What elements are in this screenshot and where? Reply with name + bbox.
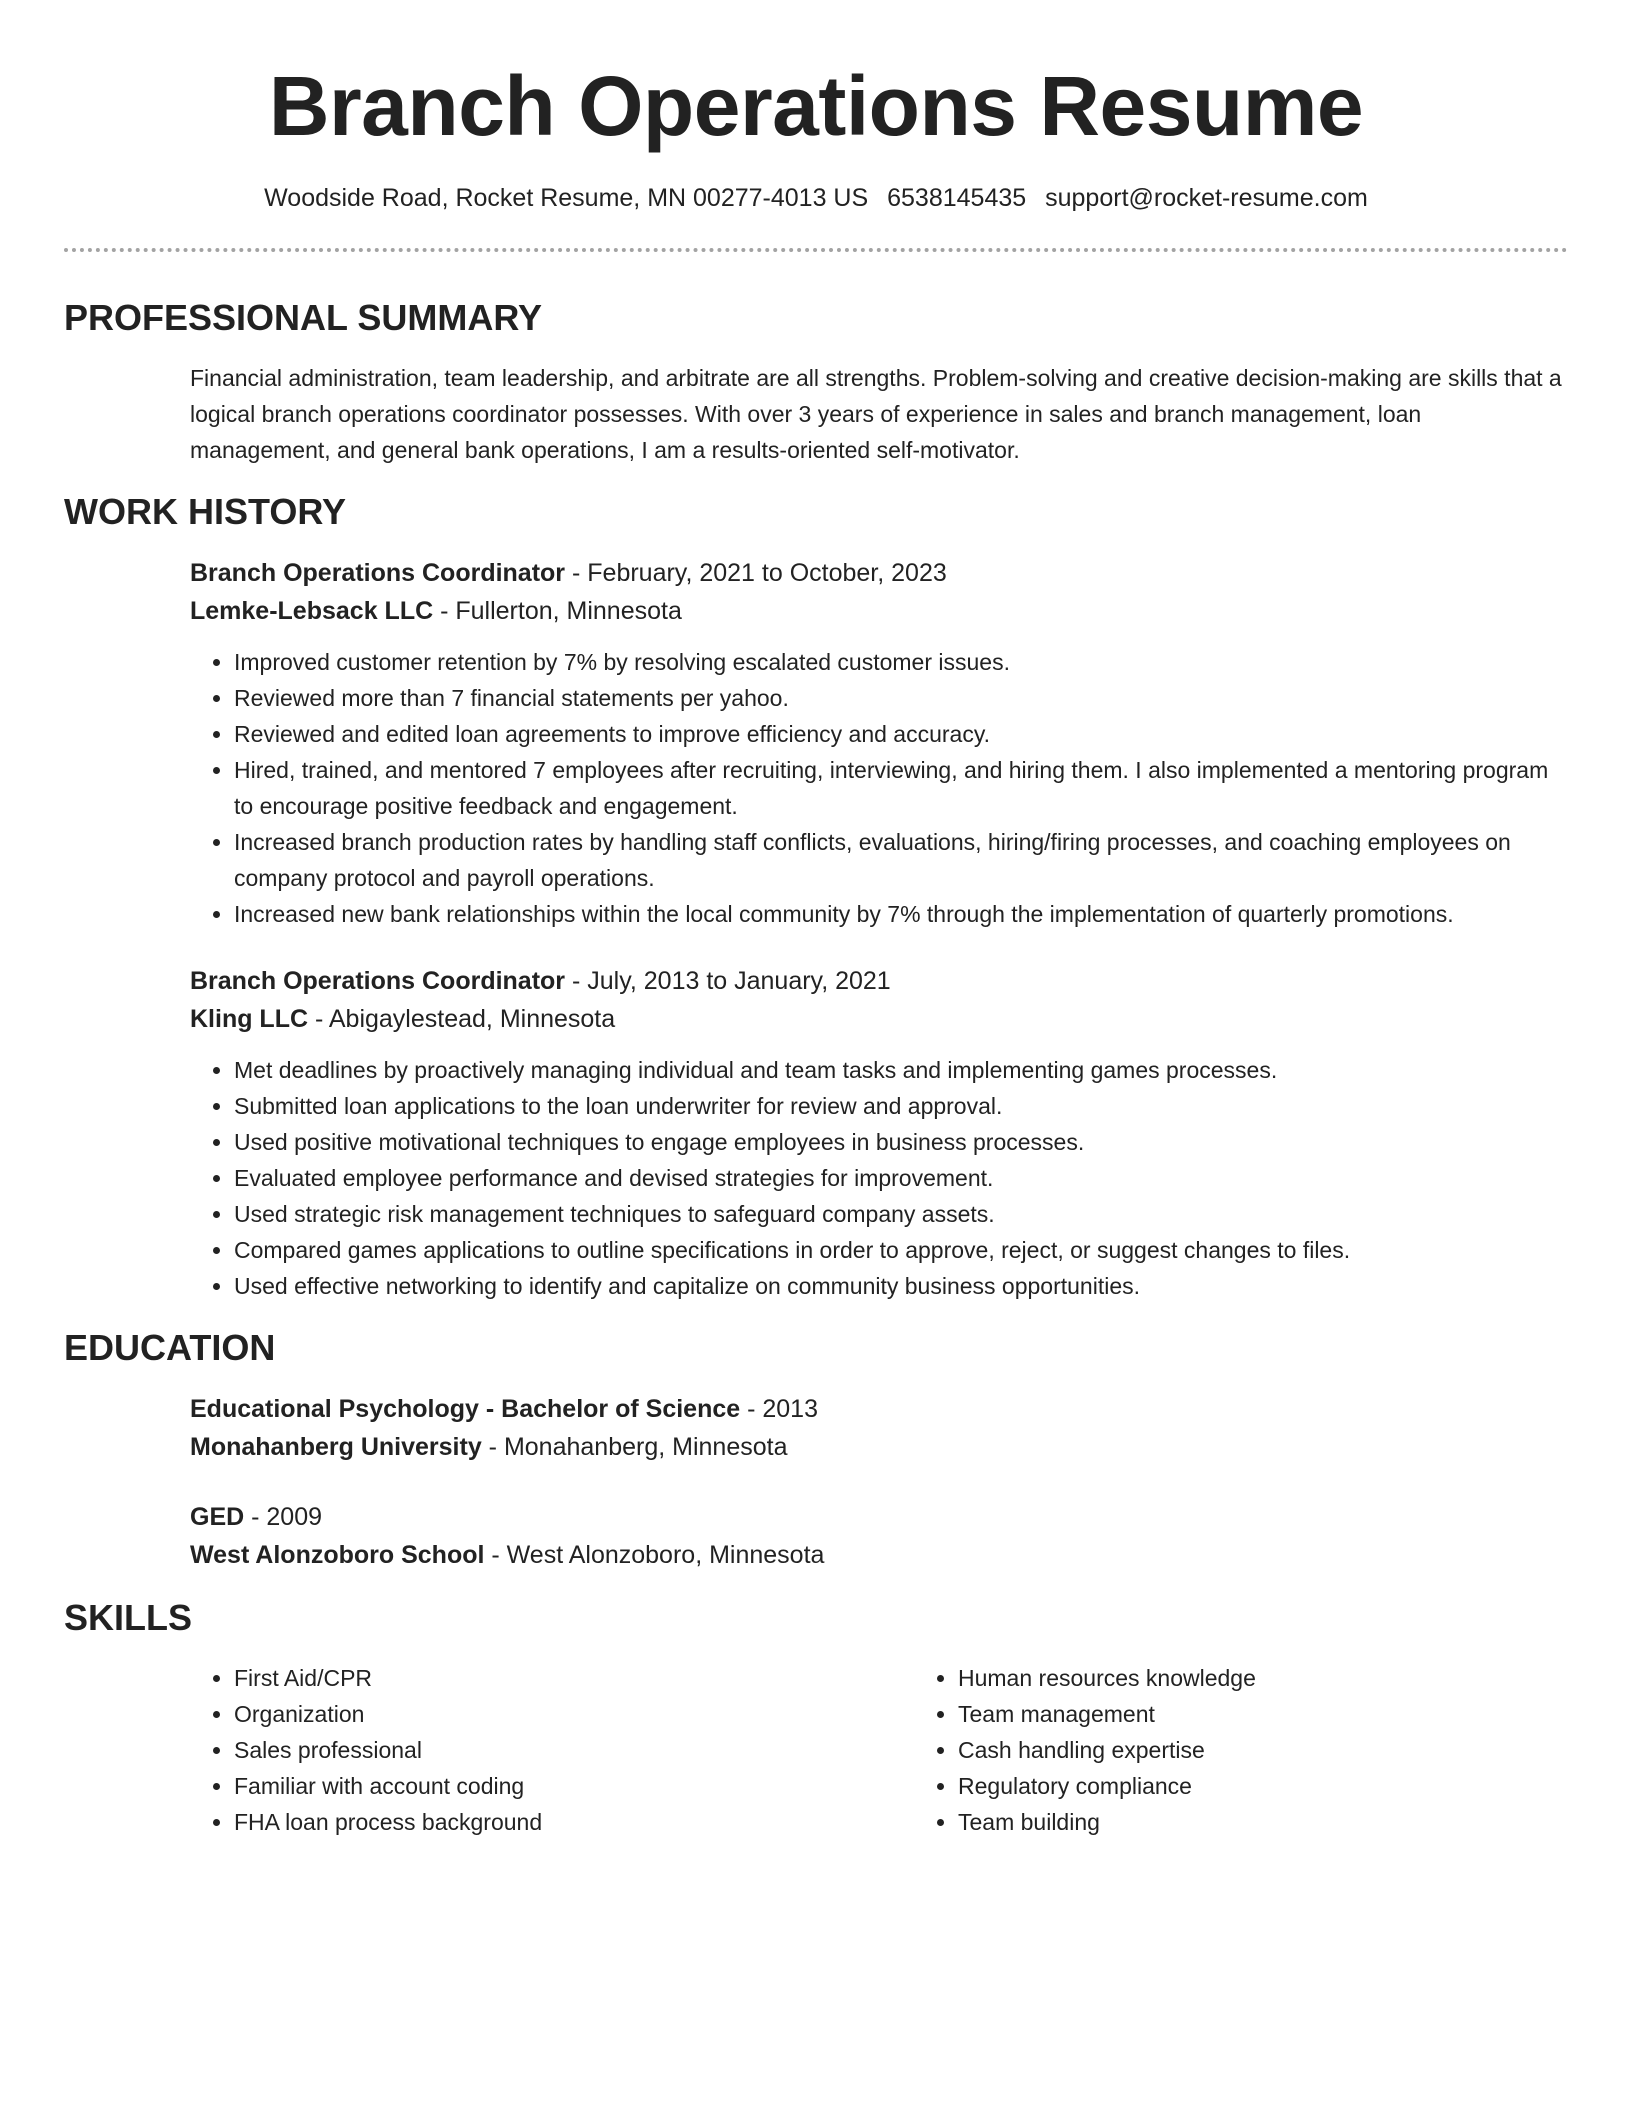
education-degree-line xyxy=(190,1498,1568,1536)
contact-email: support@rocket-resume.com xyxy=(1045,184,1368,212)
job-dates: - July, 2013 to January, 2021 xyxy=(565,967,891,995)
list-item: • Increased branch production rates by handling staff conflicts, evaluations, hiring/firing processes, and coaching employees on company protocol and payroll operations. xyxy=(234,824,1568,896)
education-school-line xyxy=(190,1536,1568,1574)
list-item: • Increased new bank relationships within the local community by 7% through the implementation of quarterly promotions. xyxy=(234,896,1568,932)
list-item: • Cash handling expertise xyxy=(958,1732,1632,1768)
list-item: • Evaluated employee performance and devised strategies for improvement. xyxy=(234,1160,1568,1196)
job-company-line xyxy=(190,592,1568,630)
education-school: West Alonzoboro School xyxy=(190,1541,485,1569)
job-title-line xyxy=(190,554,1568,592)
education-entry xyxy=(190,1390,1568,1466)
list-item: • Used positive motivational techniques to engage employees in business processes. xyxy=(234,1124,1568,1160)
list-item: • Used effective networking to identify and capitalize on community business opportunities. xyxy=(234,1268,1568,1304)
education-school: Monahanberg University xyxy=(190,1433,482,1461)
header-divider xyxy=(64,248,1568,252)
skills-list-left xyxy=(190,1660,914,1840)
education-degree-line xyxy=(190,1390,1568,1428)
summary-heading: PROFESSIONAL SUMMARY xyxy=(64,297,543,338)
job-location: - Abigaylestead, Minnesota xyxy=(308,1005,616,1033)
list-item: • Reviewed and edited loan agreements to improve efficiency and accuracy. xyxy=(234,716,1568,752)
job-entry xyxy=(190,962,1568,1304)
education-section xyxy=(64,1326,1568,1574)
job-location: - Fullerton, Minnesota xyxy=(433,597,682,625)
education-year: - 2013 xyxy=(740,1395,818,1423)
work-history-heading: WORK HISTORY xyxy=(64,491,347,532)
contact-address: Woodside Road, Rocket Resume, MN 00277-4013 US xyxy=(264,184,869,212)
education-heading: EDUCATION xyxy=(64,1327,276,1368)
job-company: Kling LLC xyxy=(190,1005,309,1033)
contact-phone: 6538145435 xyxy=(887,184,1027,212)
education-school-line xyxy=(190,1428,1568,1466)
job-title-line xyxy=(190,962,1568,1000)
work-history-section xyxy=(64,490,1568,1304)
job-company-line xyxy=(190,1000,1568,1038)
list-item: • Team management xyxy=(958,1696,1632,1732)
list-item: • Reviewed more than 7 financial statements per yahoo. xyxy=(234,680,1568,716)
list-item: • Organization xyxy=(234,1696,914,1732)
resume-page xyxy=(64,0,1568,1840)
list-item: • Human resources knowledge xyxy=(958,1660,1632,1696)
list-item: • Sales professional xyxy=(234,1732,914,1768)
list-item: • Team building xyxy=(958,1804,1632,1840)
education-degree: GED xyxy=(190,1503,245,1531)
job-dates: - February, 2021 to October, 2023 xyxy=(565,559,947,587)
skills-heading: SKILLS xyxy=(64,1597,193,1638)
job-company: Lemke-Lebsack LLC xyxy=(190,597,434,625)
list-item: • Met deadlines by proactively managing individual and team tasks and implementing games processes. xyxy=(234,1052,1568,1088)
list-item: • Hired, trained, and mentored 7 employees after recruiting, interviewing, and hiring them. I also implemented a mentoring program to encourage positive feedback and engagement. xyxy=(234,752,1568,824)
list-item: • Regulatory compliance xyxy=(958,1768,1632,1804)
list-item: • Improved customer retention by 7% by resolving escalated customer issues. xyxy=(234,644,1568,680)
job-bullet-list xyxy=(190,644,1568,932)
resume-title: Branch Operations Resume xyxy=(268,59,1364,153)
job-entry xyxy=(190,554,1568,932)
list-item: • Familiar with account coding xyxy=(234,1768,914,1804)
summary-section xyxy=(64,296,1568,468)
job-title: Branch Operations Coordinator xyxy=(190,967,566,995)
list-item: • Used strategic risk management techniques to safeguard company assets. xyxy=(234,1196,1568,1232)
education-year: - 2009 xyxy=(244,1503,323,1531)
education-entry xyxy=(190,1498,1568,1574)
list-item: • Submitted loan applications to the loan underwriter for review and approval. xyxy=(234,1088,1568,1124)
skills-list-right xyxy=(914,1660,1632,1840)
education-degree: Educational Psychology - Bachelor of Science xyxy=(190,1395,741,1423)
list-item: • FHA loan process background xyxy=(234,1804,914,1840)
job-bullet-list xyxy=(190,1052,1568,1304)
list-item: • Compared games applications to outline specifications in order to approve, reject, or suggest changes to files. xyxy=(234,1232,1568,1268)
education-location: - Monahanberg, Minnesota xyxy=(481,1433,788,1461)
skills-section xyxy=(64,1596,1568,1840)
education-location: - West Alonzoboro, Minnesota xyxy=(484,1541,825,1569)
list-item: • First Aid/CPR xyxy=(234,1660,914,1696)
summary-text: Financial administration, team leadership, and arbitrate are all strengths. Problem-solving and creative decision-making are skills that a logical branch operations coordinator possesses. With over 3 years of experience in sales and branch management, loan management, and general bank operations, I am a results-oriented self-motivator. xyxy=(190,365,1562,463)
job-title: Branch Operations Coordinator xyxy=(190,559,566,587)
skills-grid xyxy=(190,1660,1568,1840)
contact-line xyxy=(64,182,1568,214)
